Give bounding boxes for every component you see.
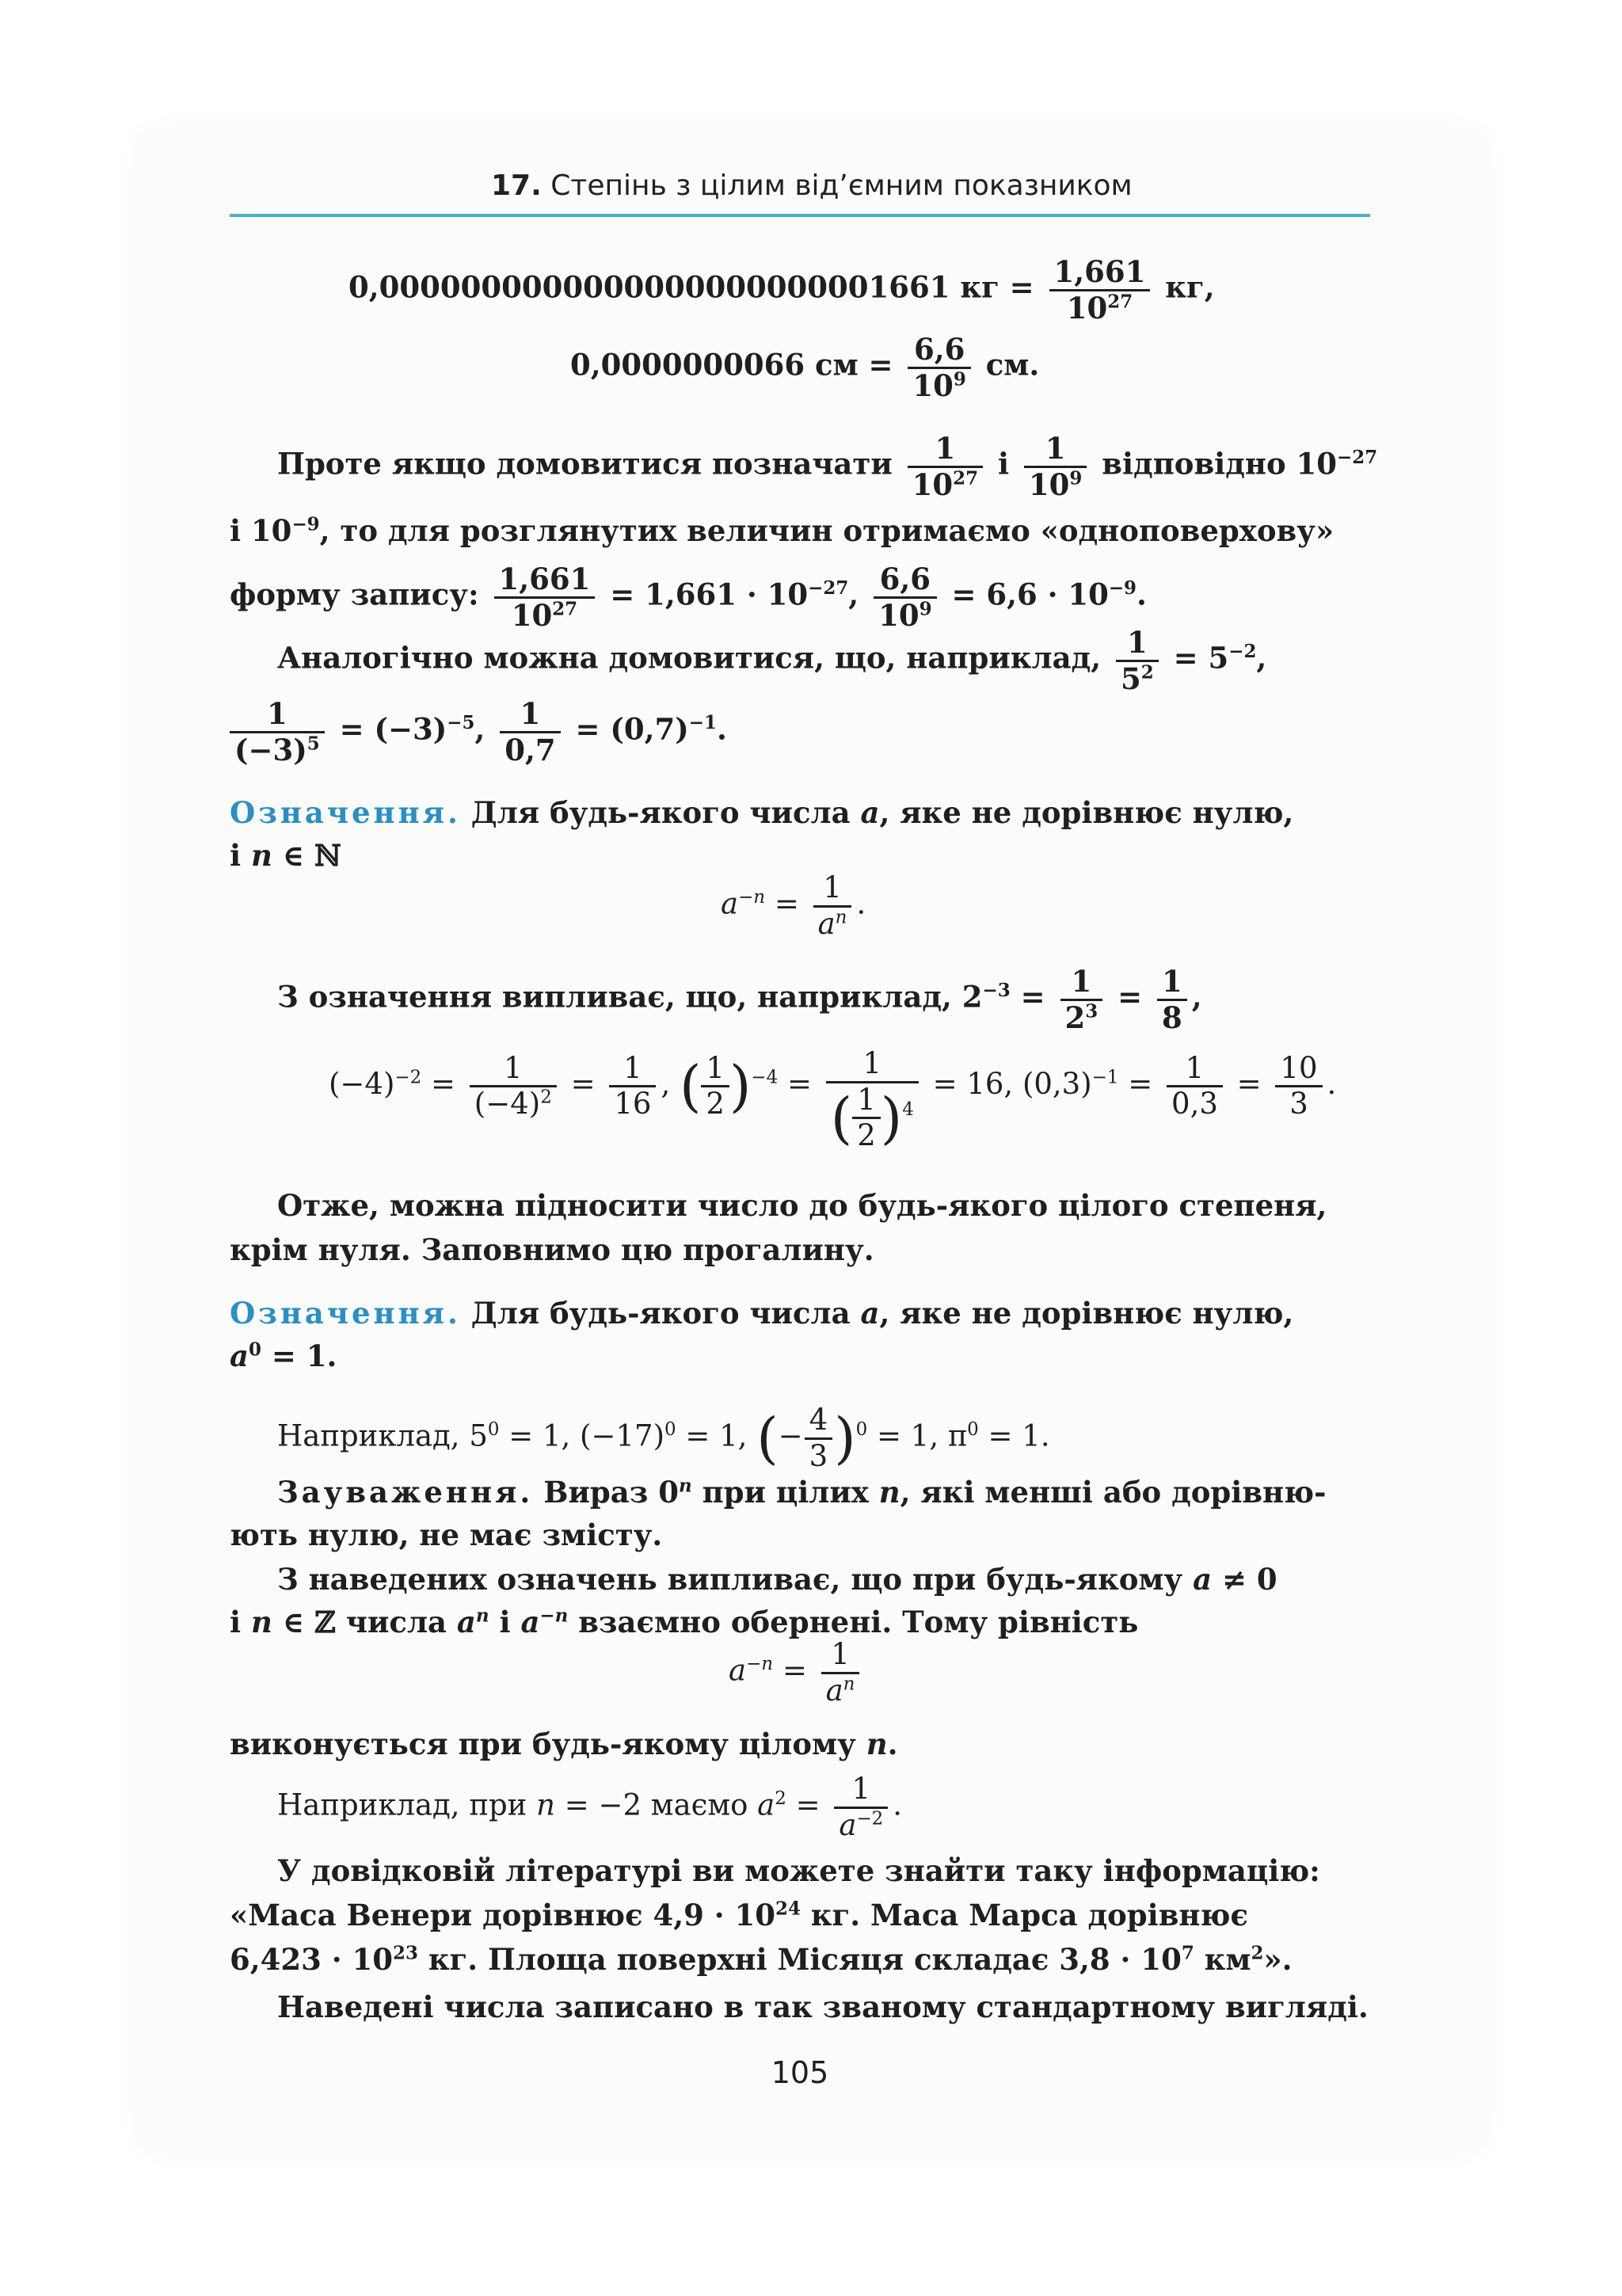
formula-length: 0,0000000066 см = $\frac{6,6}{10^9}$ см. bbox=[570, 332, 1040, 403]
paragraph-inverse-3: виконується при будь-якому цілому n. bbox=[230, 1727, 898, 1761]
paragraph-notation-2: і $10^{-9}$, то для розглянутих величин отримаємо «одноповерхову» bbox=[230, 513, 1335, 548]
definition-zero-exponent: Означення. Для будь-якого числа a, яке не дорівнює нулю, bbox=[230, 1296, 1294, 1331]
paragraph-notation-3: форму запису: $\frac{1,661}{10^{27}}$ = $1,661 \cdot 10^{-27}$, $\frac{6,6}{10^9}$ = $6,6 \cdot 10^{-9}$. bbox=[230, 562, 1147, 633]
example-powers-2: $(-4)^{-2}$ = $\frac{1}{(-4)^2}$ = $\frac{1}{16}$ , ( $\frac{1}{2}$ )$^{-4}$ = 1 ( $\frac{1}{2}$ )$^4$ = 16, $(0,3)^{-1}$ = $\frac{1}{0,3}$ = $\frac{10}{3}$ . bbox=[329, 1046, 1337, 1153]
example-zero-exponent: Наприклад, $5^0 = 1$, $(-17)^0 = 1$, (− $\frac{4}{3}$ )$^0$ = 1, $\pi^0 = 1$. bbox=[277, 1403, 1050, 1473]
definition-negative-exponent-2: і n ∈ ℕ bbox=[230, 838, 341, 873]
header-title: 17. Степінь з цілим від’ємним показником bbox=[491, 169, 1133, 202]
formula-negative-exponent: $a^{-n}$ = $\frac{1}{a^n}$ . bbox=[721, 870, 866, 941]
paragraph-notation: Проте якщо домовитися позначати $\frac{1}{10^{27}}$ і $\frac{1}{10^9}$ відповідно $10^{-27}$ bbox=[277, 431, 1378, 502]
paragraph-reference: У довідковій літературі ви можете знайти таку інформацію: bbox=[277, 1853, 1320, 1888]
definition-zero-exponent-2: $a^0 = 1$. bbox=[230, 1338, 337, 1373]
example-n-minus-2: Наприклад, при n = −2 маємо $a^2$ = $\frac{1}{a^{-2}}$ . bbox=[277, 1772, 903, 1842]
paragraph-standard-form: Наведені числа записано в так званому стандартному вигляді. bbox=[277, 1989, 1369, 2024]
page-number: 105 bbox=[771, 2055, 829, 2090]
paragraph-analog: Аналогічно можна домовитися, що, наприклад, $\frac{1}{5^2}$ = $5^{-2}$, bbox=[277, 625, 1267, 696]
paragraph-reference-2: «Маса Венери дорівнює $4,9 \cdot 10^{24}$ кг. Маса Марса дорівнює bbox=[230, 1898, 1248, 1932]
formula-inverse: $a^{-n}$ = $\frac{1}{a^n}$ bbox=[729, 1638, 1370, 1708]
remark-2: ють нулю, не має змісту. bbox=[230, 1517, 663, 1552]
paragraph-conclusion-2: крім нуля. Заповнимо цю прогалину. bbox=[230, 1232, 874, 1267]
paragraph-analog-2: $\frac{1}{(-3)^5}$ = $(-3)^{-5}$, $\frac{1}{0,7}$ = $(0,7)^{-1}$. bbox=[230, 697, 1370, 767]
remark: Зауваження. Вираз 0$^n$ при цілих n, які менші або дорівню- bbox=[277, 1475, 1327, 1510]
formula-mass: 0,0000000000000000000000001661 кг = $\frac{1,661}{10^{27}}$ кг, bbox=[348, 254, 1215, 326]
paragraph-inverse-2: і n ∈ ℤ числа $a^n$ і $a^{-n}$ взаємно обернені. Тому рівність bbox=[230, 1605, 1139, 1639]
page-body bbox=[230, 0, 1378, 2296]
paragraph-reference-3: $6,423 \cdot 10^{23}$ кг. Площа поверхні Місяця складає $3,8 \cdot 10^7$ $км^2$». bbox=[230, 1942, 1293, 1977]
example-powers: З означення випливає, що, наприклад, $2^{-3}$ = $\frac{1}{2^3}$ = $\frac{1}{8}$ , bbox=[277, 964, 1202, 1035]
paragraph-inverse: З наведених означень випливає, що при будь-якому a ≠ 0 bbox=[277, 1562, 1277, 1597]
definition-negative-exponent: Означення. Для будь-якого числа a, яке не дорівнює нулю, bbox=[230, 795, 1294, 830]
paragraph-conclusion: Отже, можна підносити число до будь-якого цілого степеня, bbox=[277, 1188, 1327, 1223]
